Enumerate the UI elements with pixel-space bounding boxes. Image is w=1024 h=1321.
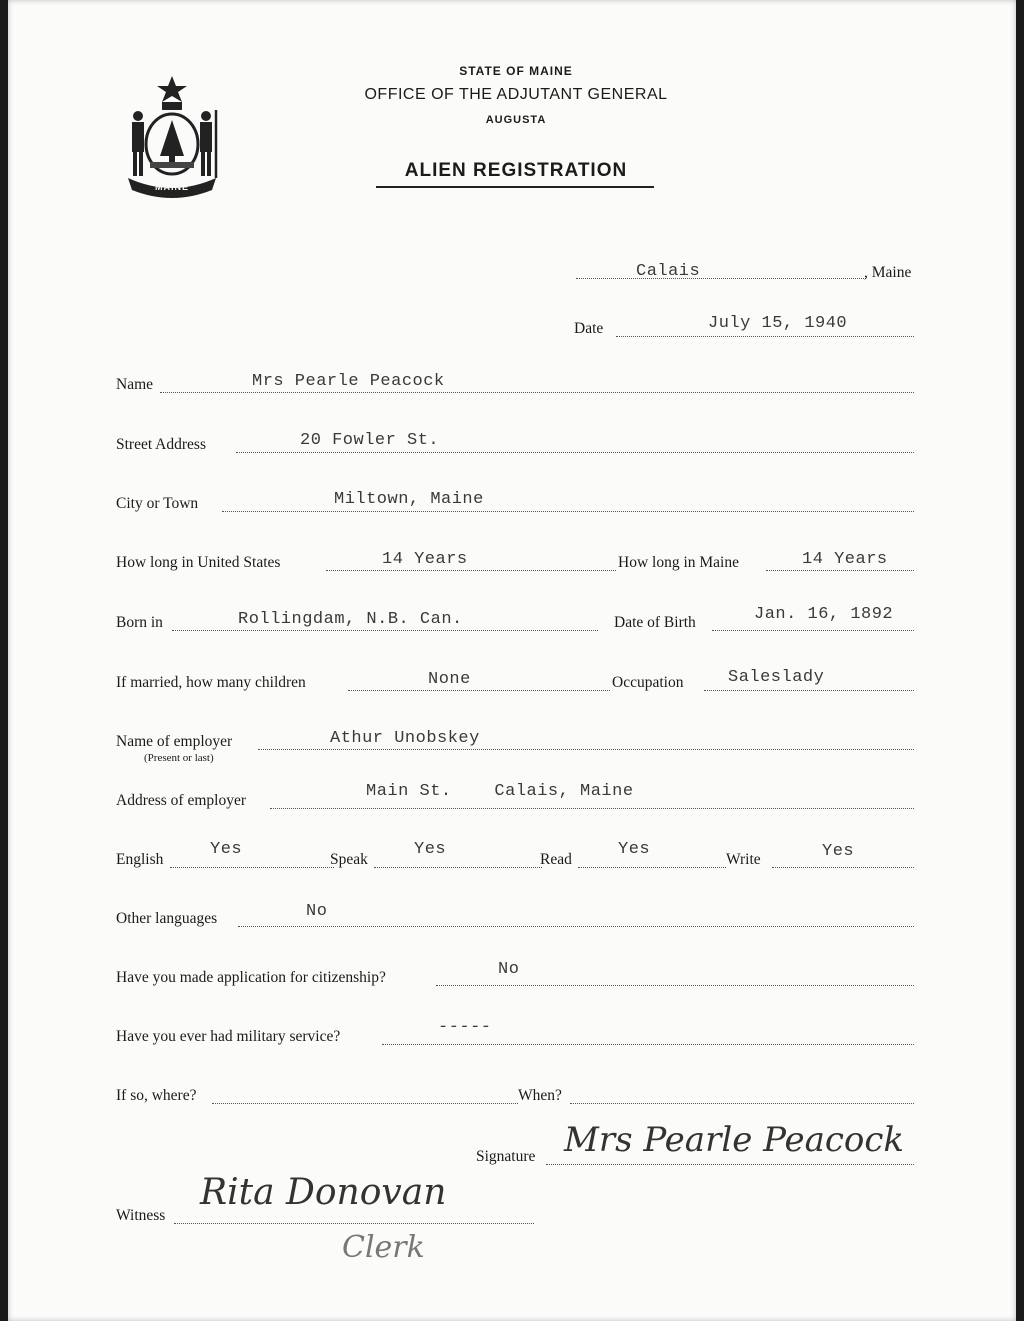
employer-sublabel: (Present or last) (144, 752, 214, 764)
employer-label: Name of employer (116, 733, 233, 750)
name-line (160, 392, 914, 393)
dob-value: Jan. 16, 1892 (754, 605, 894, 624)
signature-label: Signature (476, 1148, 536, 1165)
military-label: Have you ever had military service? (116, 1028, 341, 1045)
dob-line (712, 630, 914, 631)
maine-duration-value: 14 Years (802, 550, 888, 569)
english-label: English (116, 851, 164, 868)
citizenship-label: Have you made application for citizenship? (116, 969, 386, 986)
where-line (212, 1103, 518, 1104)
where-label: If so, where? (116, 1087, 197, 1104)
dob-label: Date of Birth (614, 614, 696, 631)
write-line (772, 867, 914, 868)
write-value: Yes (822, 842, 855, 861)
children-label: If married, how many children (116, 674, 306, 691)
english-line (170, 867, 334, 868)
city-value: Miltown, Maine (334, 490, 484, 509)
born-label: Born in (116, 614, 163, 631)
street-line (236, 452, 914, 453)
place-line (576, 278, 866, 279)
occupation-label: Occupation (612, 674, 684, 691)
city-label: City or Town (116, 495, 199, 512)
signature-value: Mrs Pearle Peacock (564, 1120, 905, 1160)
maine-duration-line (766, 570, 914, 571)
occupation-line (704, 690, 914, 691)
citizenship-value: No (498, 960, 520, 979)
military-value: ----- (438, 1018, 492, 1037)
employer-value: Athur Unobskey (330, 729, 480, 748)
employer-line (258, 749, 914, 750)
other-languages-value: No (306, 902, 328, 921)
us-duration-label: How long in United States (116, 554, 281, 571)
maine-duration-label: How long in Maine (618, 554, 739, 571)
speak-value: Yes (414, 840, 447, 859)
seal-banner-text: MAINE (155, 182, 189, 192)
born-value: Rollingdam, N.B. Can. (238, 610, 463, 629)
witness-title: Clerk (342, 1230, 425, 1265)
title-underline (376, 186, 654, 188)
date-line (616, 336, 914, 337)
us-duration-value: 14 Years (382, 550, 468, 569)
military-line (382, 1044, 914, 1045)
header-state: STATE OF MAINE (459, 64, 573, 78)
children-line (348, 690, 610, 691)
speak-line (374, 867, 542, 868)
us-duration-line (326, 570, 616, 571)
city-line (222, 511, 914, 512)
header-city: AUGUSTA (485, 114, 547, 126)
employer-address-label: Address of employer (116, 792, 246, 809)
document-page (8, 0, 1016, 1321)
employer-address-line (270, 808, 914, 809)
citizenship-line (436, 985, 914, 986)
witness-signature: Rita Donovan (200, 1172, 447, 1213)
witness-label: Witness (116, 1207, 166, 1224)
other-languages-line (238, 926, 914, 927)
employer-address-value: Main St. Calais, Maine (366, 782, 634, 801)
witness-line (174, 1223, 534, 1224)
children-value: None (428, 670, 471, 689)
when-line (570, 1103, 914, 1104)
when-label: When? (518, 1087, 562, 1104)
name-value: Mrs Pearle Peacock (252, 372, 445, 391)
read-value: Yes (618, 840, 651, 859)
place-value: Calais (636, 262, 701, 281)
street-value: 20 Fowler St. (300, 431, 440, 450)
street-label: Street Address (116, 436, 206, 453)
english-value: Yes (210, 840, 243, 859)
page-title: ALIEN REGISTRATION (404, 160, 628, 181)
place-suffix: , Maine (864, 264, 912, 281)
born-line (172, 630, 598, 631)
read-line (578, 867, 726, 868)
write-label: Write (726, 851, 761, 868)
occupation-value: Saleslady (728, 668, 825, 687)
name-label: Name (116, 376, 154, 393)
date-value: July 15, 1940 (708, 314, 848, 333)
read-label: Read (540, 851, 572, 868)
speak-label: Speak (330, 851, 368, 868)
signature-line (546, 1164, 914, 1165)
other-languages-label: Other languages (116, 910, 218, 927)
header-office: OFFICE OF THE ADJUTANT GENERAL (364, 86, 668, 103)
date-label: Date (574, 320, 604, 337)
